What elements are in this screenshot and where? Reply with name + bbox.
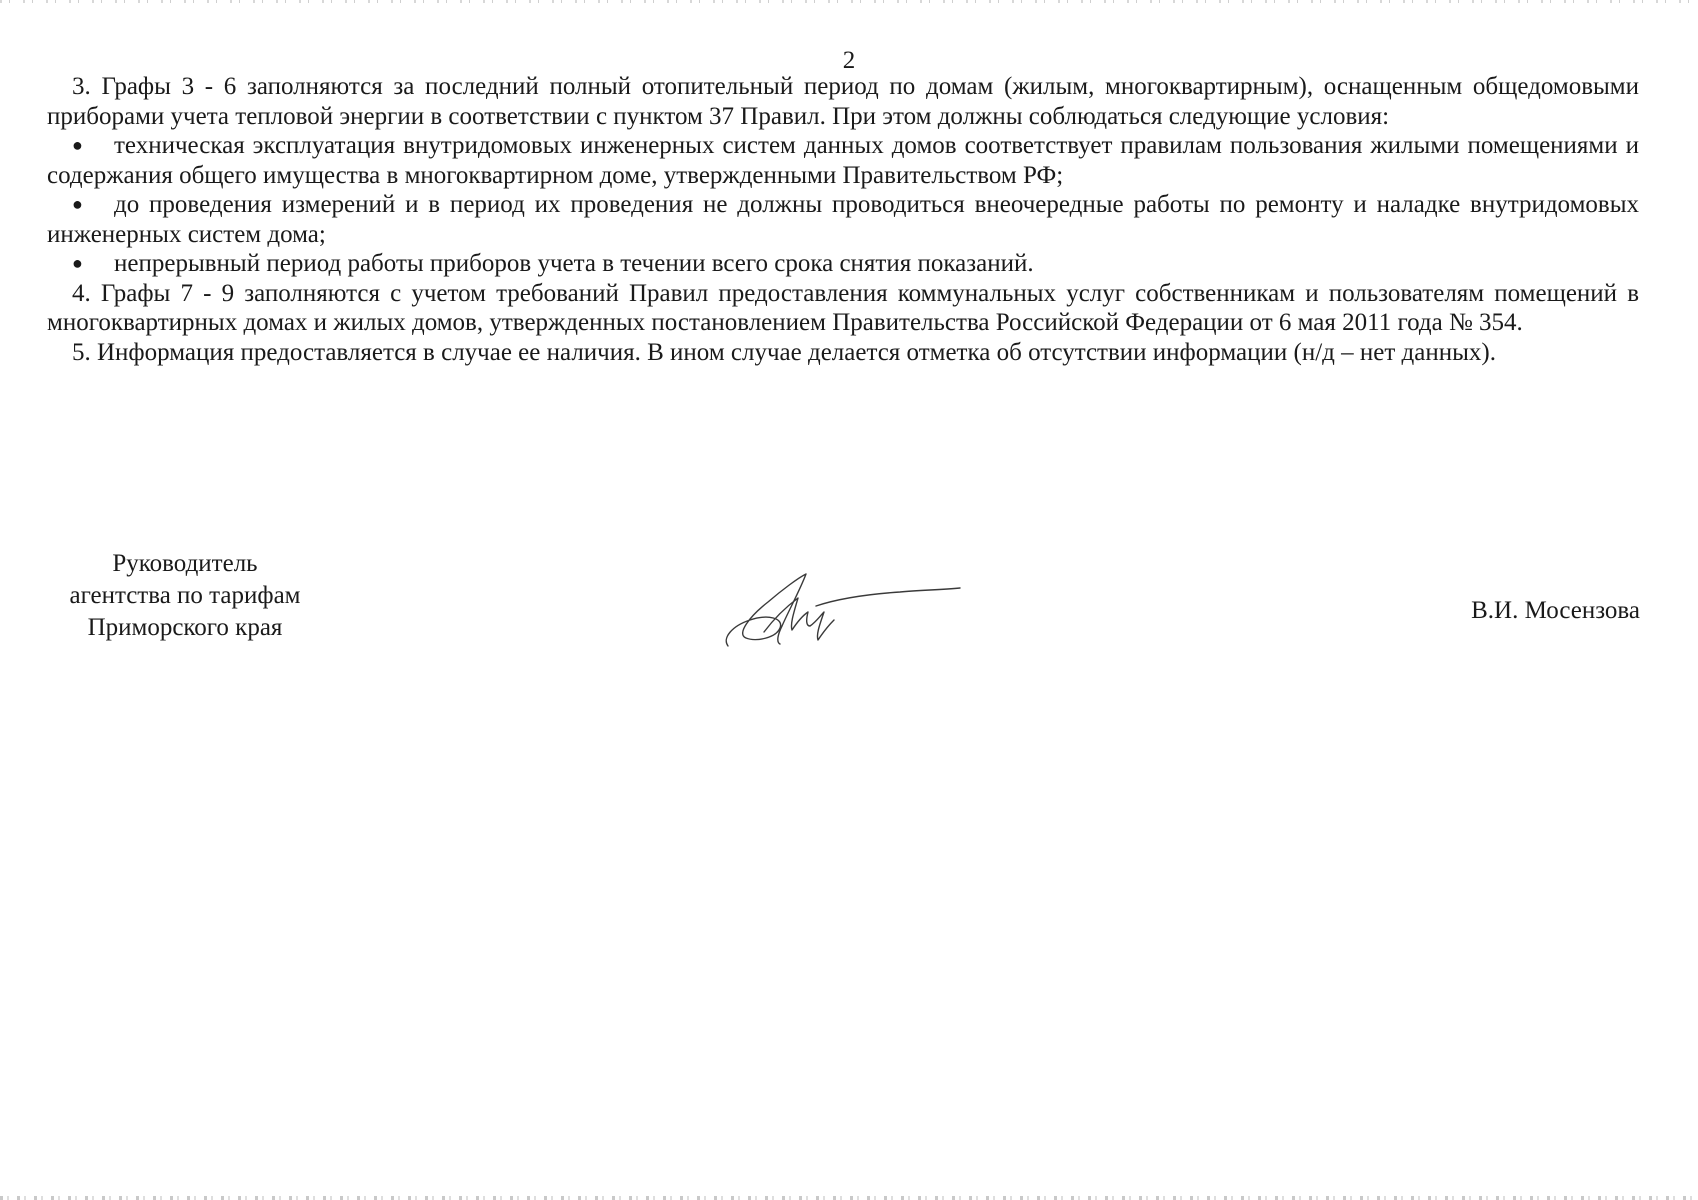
- signatory-name: В.И. Мосензова: [1471, 597, 1640, 624]
- bullet-text: непрерывный период работы приборов учета в течении всего срока снятия показаний.: [114, 250, 1034, 277]
- handwritten-signature-icon: [720, 568, 970, 658]
- scan-edge-top: [0, 0, 1698, 3]
- paragraph-5: 5. Информация предоставляется в случае ее наличия. В ином случае делается отметка об отсутствии информации (н/д – нет данных).: [72, 338, 1496, 366]
- bullet-item: [47, 249, 1639, 279]
- bullet-dot-icon: ●: [72, 253, 83, 273]
- signatory-title-line: агентства по тарифам: [69, 582, 301, 609]
- bullet-item: [47, 190, 1639, 249]
- signatory-title-line: Руководитель: [112, 550, 258, 577]
- signatory-title-line: Приморского края: [87, 614, 283, 641]
- bullet-dot-icon: ●: [72, 194, 83, 214]
- signatory-title: [55, 548, 315, 644]
- page-number: 2: [842, 47, 856, 74]
- paragraph-3: 3. Графы 3 - 6 заполняются за последний полный отопительный период по домам (жилым, многоквартирным), оснащенным общедомовыми приборами учета тепловой энергии в соответствии с пунктом 37 Правил. При этом должны соблюдаться следующие условия:: [47, 73, 1639, 130]
- bullet-text: техническая эксплуатация внутридомовых инженерных систем данных домов соответствует правилам пользования жилыми помещениями и содержания общего имущества в многоквартирном доме, утвержденными Правительством РФ;: [47, 132, 1639, 189]
- paragraph-4: 4. Графы 7 - 9 заполняются с учетом требований Правил предоставления коммунальных услуг собственникам и пользователям помещений в многоквартирных домах и жилых домов, утвержденных постановлением Правительства Российской Федерации от 6 мая 2011 года № 354.: [47, 279, 1639, 336]
- bullet-text: до проведения измерений и в период их проведения не должны проводиться внеочередные работы по ремонту и наладке внутридомовых инженерных систем дома;: [47, 191, 1639, 248]
- scan-edge-bottom: [0, 1196, 1698, 1200]
- bullet-item: [47, 131, 1639, 190]
- document-body: [47, 72, 1639, 367]
- bullet-dot-icon: ●: [72, 135, 83, 155]
